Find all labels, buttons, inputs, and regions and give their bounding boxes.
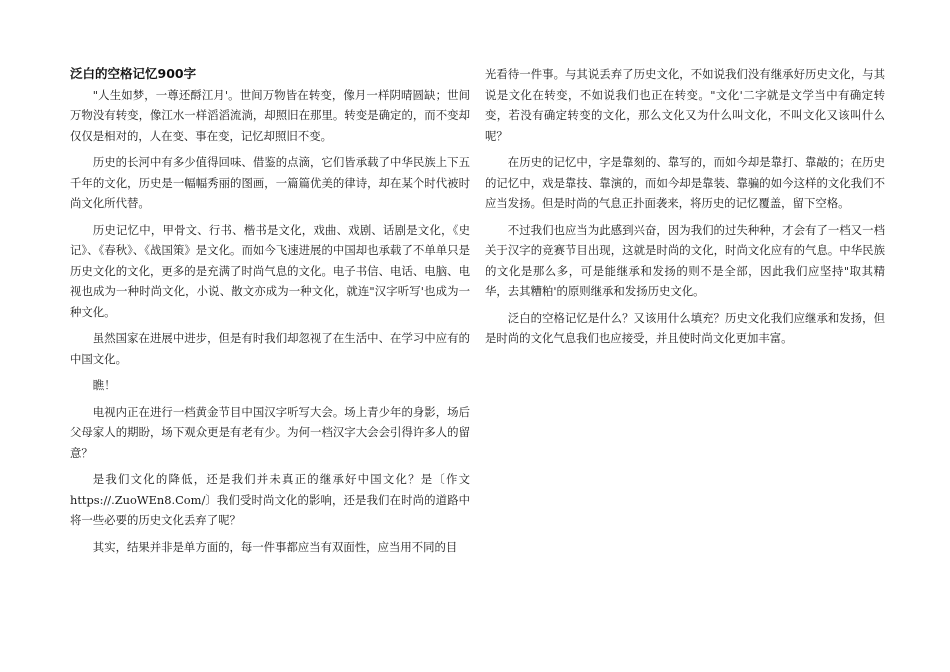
paragraph-1: "人生如梦，一尊还酹江月'。世间万物皆在转变，像月一样阴晴圆缺；世间万物没有转变，像江水一样滔滔流淌，却照旧在那里。转变是确定的，而不变却仅仅是相对的，人在变、事在变，记忆却照旧不变。: [70, 87, 470, 143]
paragraph-6: 电视内正在进行一档黄金节目中国汉字听写大会。场上青少年的身影，场后父母家人的期盼，场下观众更是有老有少。为何一档汉字大会会引得许多人的留意？: [70, 404, 470, 460]
paragraph-3: 历史记忆中，甲骨文、行书、楷书是文化，戏曲、戏剧、话剧是文化，《史记》、《春秋》、《战国策》是文化。而如今飞速进展的中国却也承载了不单单只是历史文化的文化，更多的是充满了时尚气息的文化。电子书信、电话、电脑、电视也成为一种时尚文化，小说、散文亦成为一种文化，就连"汉字听写'也成为一种文化。: [70, 222, 470, 319]
paragraph-2: 历史的长河中有多少值得回味、借鉴的点滴，它们皆承载了中华民族上下五千年的文化，历史是一幅幅秀丽的图画，一篇篇优美的律诗，却在某个时代被时尚文化所代替。: [70, 155, 470, 210]
paragraph-4: 虽然国家在进展中进步，但是有时我们却忽视了在生活中、在学习中应有的中国文化。: [70, 331, 470, 366]
paragraph-7: 是我们文化的降低，还是我们并未真正的继承好中国文化？是〔作文https://.ZuoWEn8.Com/〕我们受时尚文化的影响，还是我们在时尚的道路中将一些必要的历史文化丢弃了呢？: [70, 472, 470, 527]
paragraph-11: 泛白的空格记忆是什么？又该用什么填充？历史文化我们应继承和发扬，但是时尚的文化气息我们也应接受，并且使时尚文化更加丰富。: [485, 310, 885, 345]
right-column: [485, 64, 885, 355]
left-column: [70, 64, 470, 563]
paragraph-8-continued: 光看待一件事。与其说丢弃了历史文化，不如说我们没有继承好历史文化，与其说是文化在转变，不如说我们也正在转变。"文化'二字就是文学当中有确定转变，若没有确定转变的文化，那么文化又为什么叫文化，不叫文化又该叫什么呢？: [485, 67, 885, 143]
document-title: 泛白的空格记忆900字: [70, 66, 197, 81]
paragraph-9: 在历史的记忆中，字是靠刻的、靠写的，而如今却是靠打、靠敲的；在历史的记忆中，戏是靠技、靠演的，而如今却是靠装、靠骗的如今这样的文化我们不应当发扬。但是时尚的气息正扑面袭来，将历史的记忆覆盖，留下空格。: [485, 155, 885, 210]
paragraph-10: 不过我们也应当为此感到兴奋，因为我们的过失种种，才会有了一档又一档关于汉字的竞赛节目出现，这就是时尚的文化，时尚文化应有的气息。中华民族的文化是那么多，可是能继承和发扬的则不是全部，因此我们应坚持"取其精华，去其糟粕'的原则继承和发扬历史文化。: [485, 222, 885, 298]
paragraph-5: 瞧！: [92, 378, 116, 392]
paragraph-8: 其实，结果并非是单方面的，每一件事都应当有双面性，应当用不同的目: [92, 539, 458, 554]
